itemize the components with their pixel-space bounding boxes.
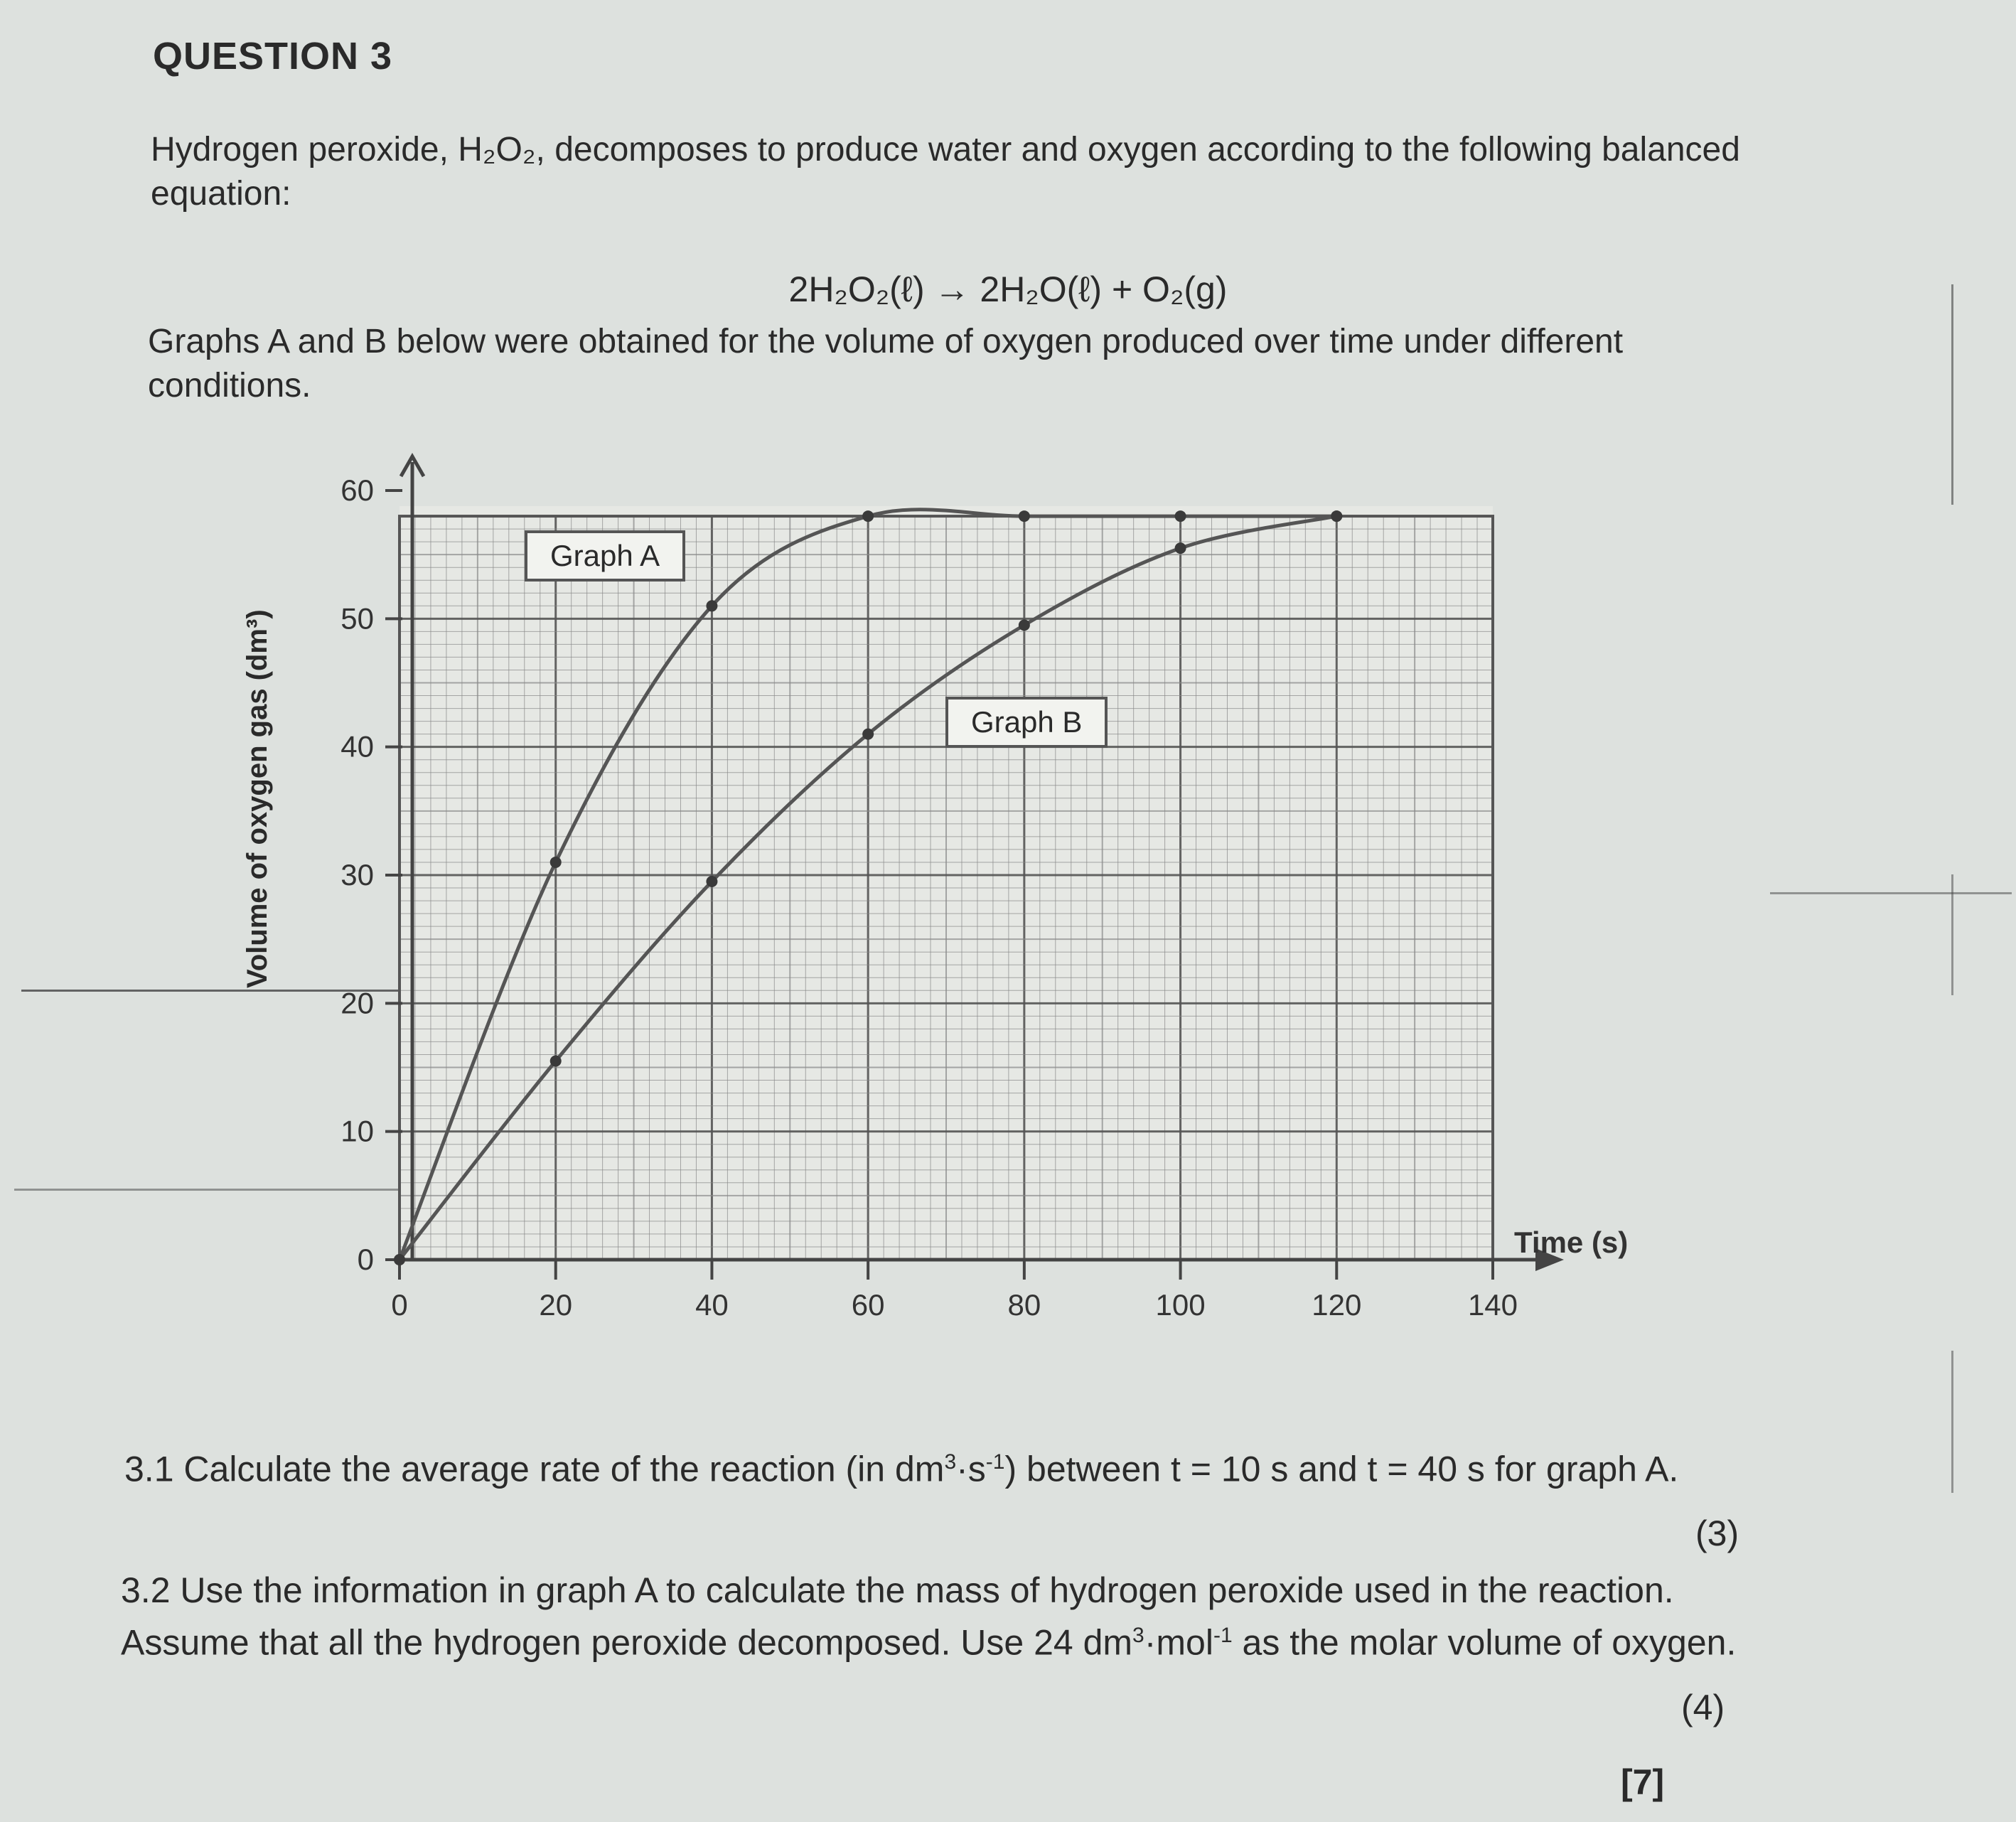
data-point: [394, 1254, 405, 1265]
y-tick-label: 60: [341, 473, 374, 507]
data-point: [550, 857, 562, 868]
y-tick-label: 10: [341, 1114, 374, 1148]
q32-sup2: -1: [1213, 1624, 1233, 1647]
question-3-2: [121, 1568, 1756, 1666]
data-point: [1019, 510, 1030, 522]
q32-sup1: 3: [1132, 1624, 1144, 1647]
q31-sup2: -1: [985, 1450, 1005, 1474]
question-3-2-marks: (4): [1681, 1688, 1725, 1727]
data-point: [862, 729, 874, 740]
y-tick-label: 0: [357, 1243, 374, 1276]
q32-text-after: as the molar volume of oxygen.: [1232, 1622, 1737, 1663]
x-axis-label: Time (s): [1514, 1226, 1629, 1259]
q31-sup1: 3: [944, 1450, 957, 1474]
q32-text-before: 3.2 Use the information in graph A to calculate the mass of hydrogen peroxide used in the reaction. Assume that all the hydrogen peroxide decomposed. Use 24 dm: [121, 1570, 1674, 1663]
q32-unit-mid: ·mol: [1144, 1622, 1213, 1663]
question-heading: QUESTION 3: [153, 35, 393, 77]
x-tick-label: 60: [851, 1288, 885, 1322]
y-tick-label: 30: [341, 858, 374, 891]
balanced-equation: 2H₂O₂(ℓ) → 2H₂O(ℓ) + O₂(g): [788, 269, 1228, 309]
x-tick-label: 40: [695, 1288, 729, 1322]
y-tick-label: 40: [341, 729, 374, 763]
data-point: [1175, 510, 1186, 522]
x-tick-label: 100: [1155, 1288, 1206, 1322]
question-3-1-marks: (3): [1695, 1513, 1739, 1553]
x-tick-label: 0: [391, 1288, 408, 1322]
data-point: [1175, 542, 1186, 554]
x-tick-label: 20: [539, 1288, 573, 1322]
data-point: [1019, 619, 1030, 631]
graph-b-label: Graph B: [945, 697, 1108, 748]
graph-intro-paragraph: Graphs A and B below were obtained for the volume of oxygen produced over time under different conditions.: [148, 323, 1624, 404]
data-point: [862, 510, 874, 522]
y-axis-label: Volume of oxygen gas (dm³): [242, 609, 273, 988]
x-tick-label: 120: [1312, 1288, 1362, 1322]
data-point: [706, 876, 717, 887]
question-3-1: [124, 1440, 1752, 1492]
data-point: [1331, 510, 1342, 522]
q31-text-after: ) between t = 10 s and t = 40 s for graph A.: [1004, 1449, 1679, 1489]
q31-unit-mid: ·s: [956, 1449, 986, 1489]
total-marks: [7]: [1621, 1762, 1665, 1802]
x-tick-label: 80: [1007, 1288, 1041, 1322]
intro-paragraph: Hydrogen peroxide, H₂O₂, decomposes to produce water and oxygen according to the following balanced equation:: [151, 131, 1740, 213]
x-tick-label: 140: [1467, 1288, 1518, 1322]
data-point: [550, 1055, 562, 1066]
y-tick-label: 50: [341, 601, 374, 636]
y-tick-label: 20: [341, 986, 374, 1020]
data-point: [706, 600, 717, 611]
q31-text-before: 3.1 Calculate the average rate of the reaction (in dm: [124, 1449, 945, 1489]
graph-a-label: Graph A: [525, 530, 685, 582]
